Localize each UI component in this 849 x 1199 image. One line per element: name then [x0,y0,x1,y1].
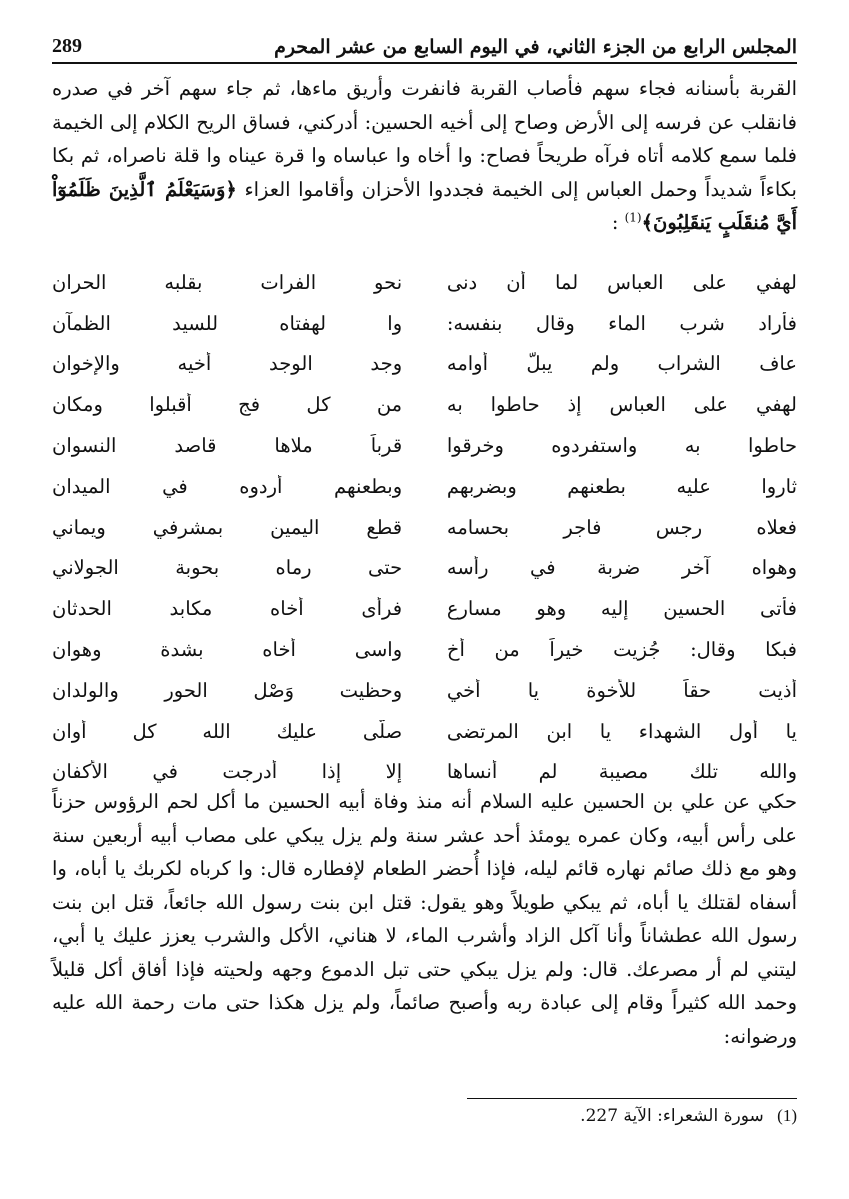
poem-second-hemistich: واسى أخاه بشدة وهوان [52,638,403,662]
poem-first-hemistich: لهفي على العباس لما أن دنى [446,270,797,294]
poem-first-hemistich: يا أول الشهداء يا ابن المرتضى [446,719,797,743]
poem-first-hemistich: عاف الشراب ولم يبلّ أوامه [446,352,797,376]
poem-second-hemistich: نحو الفرات بقلبه الحران [52,270,403,294]
poem-first-hemistich: حاطوا به واستفردوه وخرقوا [446,434,797,458]
paragraph-1-tail: : [611,211,625,234]
poem-couplet [52,425,797,466]
poem-second-hemistich: وا لهفتاه للسيد الظمآن [52,311,403,335]
footnote-number: (1) [777,1106,797,1125]
poem-second-hemistich: حتى رماه بحوبة الجولاني [52,556,403,580]
poem-second-hemistich: من كل فج أقبلوا ومكان [52,393,403,417]
poem-couplet [52,384,797,425]
poem-couplet [52,466,797,507]
page-header [52,28,797,64]
poem-couplet [52,670,797,711]
poem-couplet [52,548,797,589]
paragraph-2-text: حكي عن علي بن الحسين عليه السلام أنه منذ وفاة أبيه الحسين ما أكل لحم الرؤوس حزناً على رأس أبيه، وكان عمره يومئذ أحد عشر سنة ولم يزل يبكي على مصاب أبيه أربعين سنة وهو مع ذلك صائم نهاره قائم ليله، فإذا أُحضر الطعام لإفطاره قال: وا كرباه لكربك يا أباه، وا أسفاه لقتلك يا أباه، ثم يبكي طويلاً وهو يقول: قتل ابن بنت رسول الله جائعاً، قتل ابن بنت رسول الله عطشاناً وأنا آكل الزاد وأشرب الماء، لا هناني، الأكل والشرب يعزز عليك يا أبي، ليتني لم أر مصرعك. قال: ولم يزل يبكي حتى تبل الدموع وجهه ولحيته فإذا أفاق أكل قليلاً وحمد الله كثيراً وقام إلى عبادة ربه وأصبح صائماً، ولم يزل هكذا حتى مات رحمة الله عليه ورضوانه: [52,790,797,1048]
poem-couplet [52,629,797,670]
poem-first-hemistich: لهفي على العباس إذ حاطوا به [446,393,797,417]
page-number: 289 [52,35,82,57]
poem-first-hemistich: فأتى الحسين إليه وهو مسارع [446,597,797,621]
poem-second-hemistich: فرأى أخاه مكابد الحدثان [52,597,403,621]
poem-couplet [52,303,797,344]
poem-first-hemistich: أذيت حقاً للأخوة يا أخي [446,678,797,702]
quran-verse: ﴿وَسَيَعْلَمُ ٱلَّذِينَ ظَلَمُوٓاْ أَيَّ مُنقَلَبٍ يَنقَلِبُونَ﴾ [52,177,797,234]
footnote-text: سورة الشعراء: الآية 227. [580,1106,764,1126]
footnote [52,1106,797,1126]
poem-couplet [52,711,797,752]
poem-first-hemistich: فعلاه رجس فاجر بحسامه [446,515,797,539]
poem-couplet [52,344,797,385]
poem-second-hemistich: وبطعنهم أردوه في الميدان [52,474,403,498]
poem-second-hemistich: قرباً ملاها قاصد النسوان [52,434,403,458]
poem-couplet [52,262,797,303]
paragraph-1-text: القربة بأسنانه فجاء سهم فأصاب القربة فانفرت وأريق ماءها، ثم جاء سهم آخر في صدره فانقلب عن فرسه إلى الأرض وصاح إلى أخيه الحسين: أدركني، فساق الريح الكلام إلى الخيمة فلما سمع كلامه أتاه فرآه طريحاً فصاح: وا أخاه وا عباساه وا قرة عيناه وا قلة ناصراه، ثم بكا بكاءاً شديداً وحمل العباس إلى الخيمة فجددوا الأحزان وأقاموا العزاء [52,77,797,201]
poem-first-hemistich: فأراد شرب الماء وقال بنفسه: [446,311,797,335]
poem-first-hemistich: ثاروا عليه بطعنهم وبضربهم [446,474,797,498]
paragraph-1 [52,72,797,240]
poem-first-hemistich: والله تلك مصيبة لم أنساها [446,760,797,784]
footnote-reference[interactable]: (1) [624,210,642,225]
paragraph-2 [52,785,797,1053]
poem-couplet [52,588,797,629]
poem-second-hemistich: صلّى عليك الله كل أوان [52,719,403,743]
poem-second-hemistich: قطع اليمين بمشرفي ويماني [52,515,403,539]
footnote-divider [467,1098,797,1099]
poem-second-hemistich: إلا إذا أُدرجت في الأكفان [52,760,403,784]
poem-first-hemistich: فبكا وقال: جُزيت خيراً من أخ [446,638,797,662]
running-title: المجلس الرابع من الجزء الثاني، في اليوم السابع من عشر المحرم [274,36,797,58]
poem-couplet [52,507,797,548]
poem-second-hemistich: وحظيت وَصْل الحور والولدان [52,678,403,702]
poem [52,262,797,792]
poem-first-hemistich: وهواه آخر ضربة في رأسه [446,556,797,580]
poem-second-hemistich: وجد الوجد أخيه والإخوان [52,352,403,376]
